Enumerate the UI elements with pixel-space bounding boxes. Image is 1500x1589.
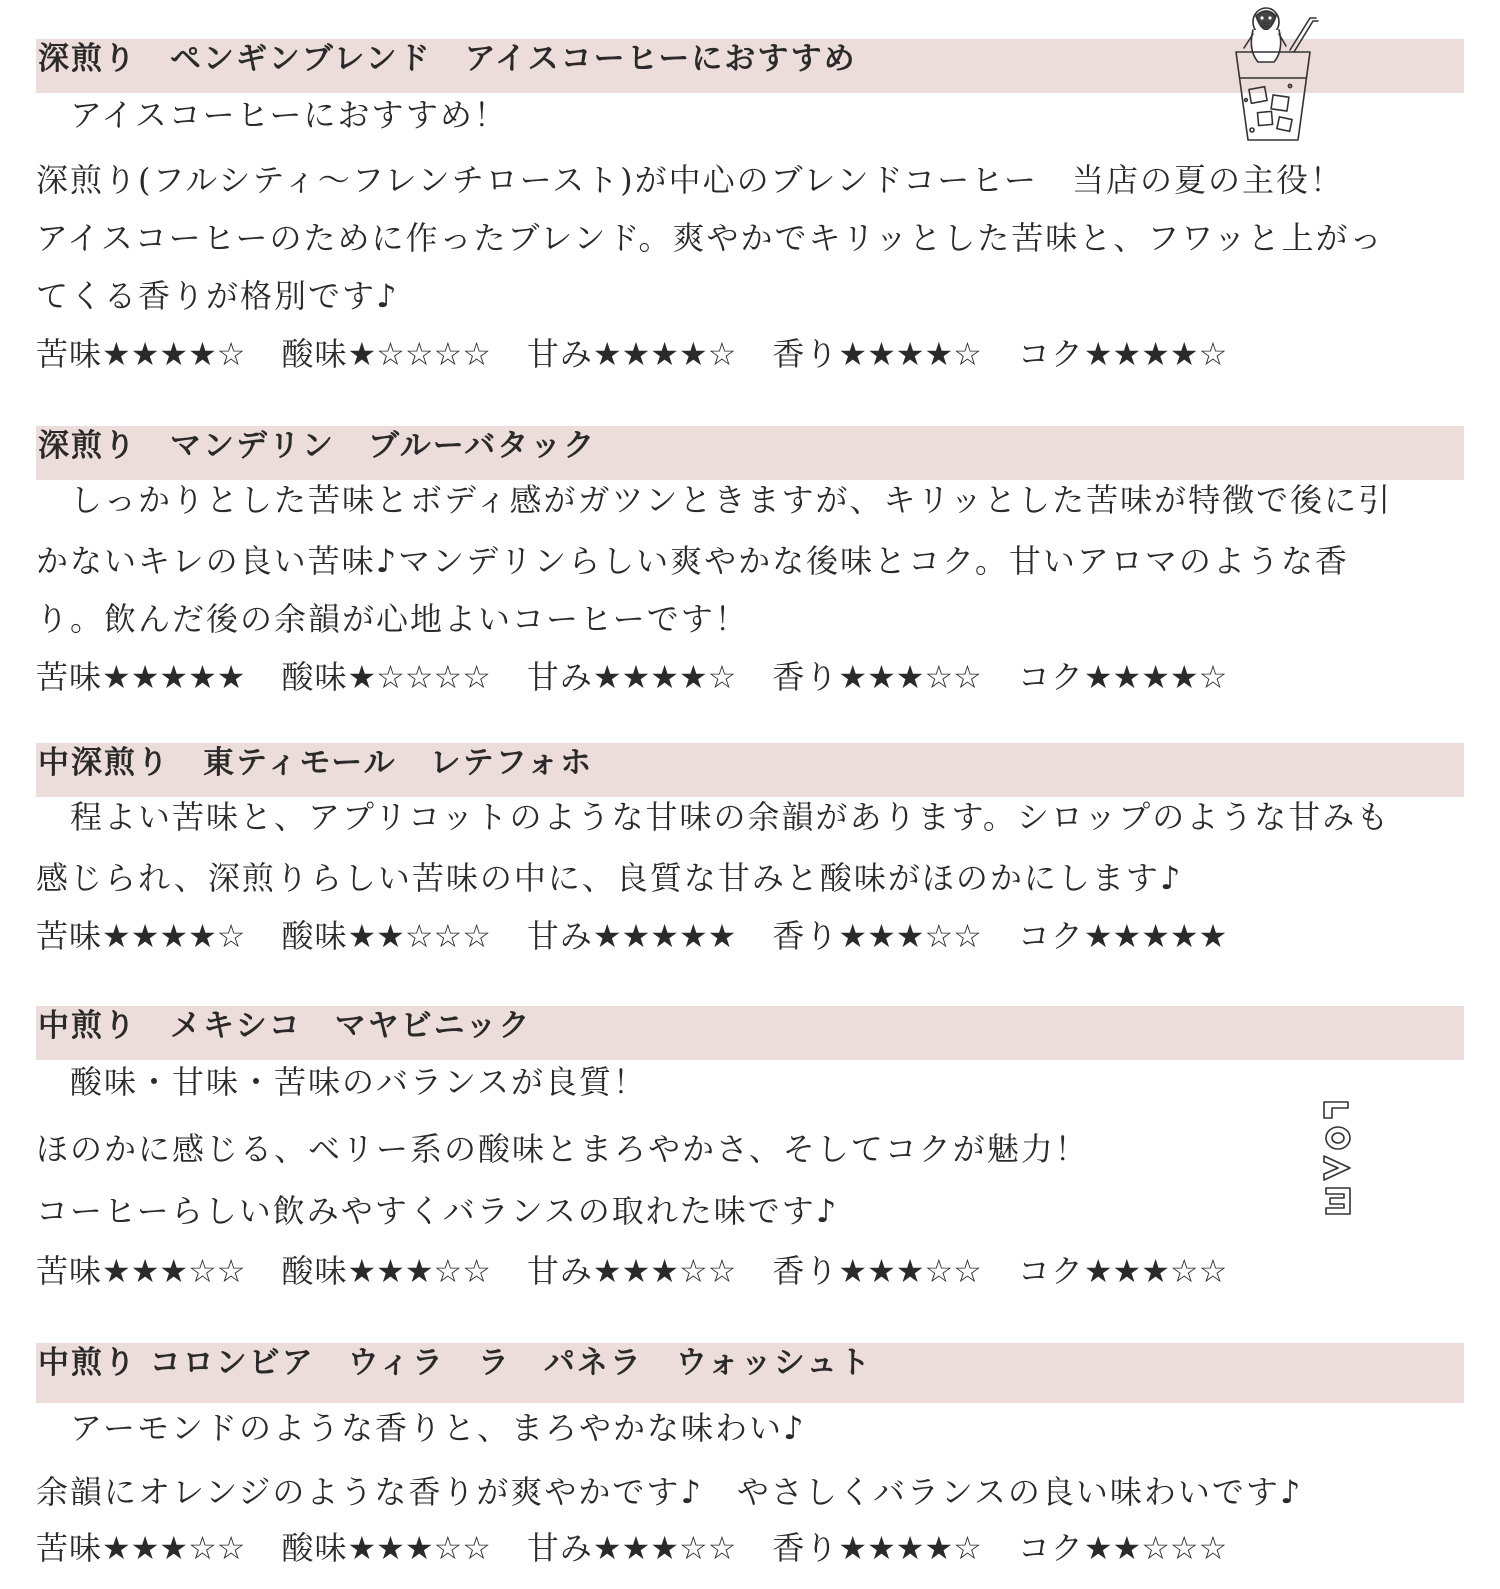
love-doodle-icon bbox=[1318, 1098, 1358, 1218]
description-line: ほのかに感じる、ベリー系の酸味とまろやかさ、そしてコクが魅力！ bbox=[36, 1130, 1089, 1168]
rating-aroma: 香り★★★★☆ bbox=[772, 335, 982, 373]
section-description bbox=[36, 797, 1464, 907]
star-rating: ★★☆☆☆ bbox=[347, 917, 491, 955]
description-line: 酸味・甘味・苦味のバランスが良質！ bbox=[36, 1063, 648, 1101]
star-rating: ★★★☆☆ bbox=[592, 1529, 737, 1567]
coffee-section-colombia bbox=[36, 1343, 1464, 1573]
rating-bitterness: 苦味★★★★☆ bbox=[36, 335, 246, 373]
star-rating: ★★★☆☆ bbox=[592, 1252, 737, 1290]
rating-bitterness: 苦味★★★★★ bbox=[36, 658, 246, 696]
star-rating: ★★★★☆ bbox=[1083, 335, 1228, 373]
star-rating: ★★★☆☆ bbox=[102, 1252, 246, 1290]
rating-body: コク★★★★☆ bbox=[1017, 335, 1228, 373]
description-line: かないキレの良い苦味♪マンデリンらしい爽やかな後味とコク。甘いアロマのような香 bbox=[36, 542, 1349, 580]
description-line: アーモンドのような香りと、まろやかな味わい♪ bbox=[36, 1409, 806, 1447]
taste-ratings bbox=[36, 907, 1464, 965]
rating-acidity: 酸味★★★☆☆ bbox=[281, 1252, 491, 1290]
star-rating: ★★★☆☆ bbox=[347, 1529, 491, 1567]
star-rating: ★★★★☆ bbox=[592, 335, 737, 373]
rating-sweetness: 甘み★★★☆☆ bbox=[526, 1252, 737, 1290]
description-line: コーヒーらしい飲みやすくバランスの取れた味です♪ bbox=[36, 1192, 839, 1230]
section-title-bar bbox=[36, 1006, 1464, 1060]
rating-acidity: 酸味★☆☆☆☆ bbox=[281, 335, 491, 373]
section-description bbox=[36, 1403, 1464, 1523]
star-rating: ★★★★☆ bbox=[838, 335, 982, 373]
rating-bitterness: 苦味★★★☆☆ bbox=[36, 1252, 246, 1290]
rating-body: コク★★★★★ bbox=[1017, 917, 1228, 955]
penguin-iced-coffee-icon bbox=[1228, 0, 1338, 150]
section-title-bar bbox=[36, 426, 1464, 480]
star-rating: ★★★☆☆ bbox=[102, 1529, 246, 1567]
description-line: てくる香りが格別です♪ bbox=[36, 277, 399, 315]
rating-aroma: 香り★★★☆☆ bbox=[772, 658, 982, 696]
star-rating: ★★★★☆ bbox=[838, 1529, 982, 1567]
rating-body: コク★★★☆☆ bbox=[1017, 1252, 1228, 1290]
description-line: しっかりとした苦味とボディ感がガツンときますが、キリッとした苦味が特徴で後に引 bbox=[36, 481, 1393, 519]
section-description bbox=[36, 480, 1464, 648]
description-line: 余韻にオレンジのような香りが爽やかです♪ やさしくバランスの良い味わいです♪ bbox=[36, 1473, 1303, 1511]
star-rating: ★★★☆☆ bbox=[838, 917, 982, 955]
rating-bitterness: 苦味★★★★☆ bbox=[36, 917, 246, 955]
star-rating: ★★★☆☆ bbox=[838, 1252, 982, 1290]
star-rating: ★★★☆☆ bbox=[347, 1252, 491, 1290]
rating-sweetness: 甘み★★★★☆ bbox=[526, 658, 737, 696]
rating-body: コク★★★★☆ bbox=[1017, 658, 1228, 696]
star-rating: ★★★☆☆ bbox=[1083, 1252, 1228, 1290]
rating-body: コク★★☆☆☆ bbox=[1017, 1529, 1228, 1567]
star-rating: ★★★★★ bbox=[592, 917, 737, 955]
description-line: 程よい苦味と、アプリコットのような甘味の余韻があります。シロップのような甘みも bbox=[36, 798, 1391, 836]
star-rating: ★★★★☆ bbox=[592, 658, 737, 696]
section-description bbox=[36, 1060, 1464, 1242]
coffee-section-mexico bbox=[36, 1006, 1464, 1300]
rating-aroma: 香り★★★☆☆ bbox=[772, 917, 982, 955]
rating-sweetness: 甘み★★★☆☆ bbox=[526, 1529, 737, 1567]
taste-ratings bbox=[36, 1523, 1464, 1573]
description-line: 感じられ、深煎りらしい苦味の中に、良質な甘みと酸味がほのかにします♪ bbox=[36, 859, 1183, 897]
rating-aroma: 香り★★★★☆ bbox=[772, 1529, 982, 1567]
rating-sweetness: 甘み★★★★☆ bbox=[526, 335, 737, 373]
star-rating: ★★☆☆☆ bbox=[1083, 1529, 1228, 1567]
rating-acidity: 酸味★☆☆☆☆ bbox=[281, 658, 491, 696]
star-rating: ★★★★☆ bbox=[1083, 658, 1228, 696]
section-title-bar bbox=[36, 1343, 1464, 1403]
description-line: アイスコーヒーにおすすめ！ bbox=[36, 96, 508, 134]
coffee-section-east-timor bbox=[36, 743, 1464, 965]
coffee-section-mandheling bbox=[36, 426, 1464, 706]
rating-bitterness: 苦味★★★☆☆ bbox=[36, 1529, 246, 1567]
rating-acidity: 酸味★★★☆☆ bbox=[281, 1529, 491, 1567]
rating-acidity: 酸味★★☆☆☆ bbox=[281, 917, 491, 955]
rating-sweetness: 甘み★★★★★ bbox=[526, 917, 737, 955]
section-title: 中深煎り 東ティモール レテフォホ bbox=[38, 745, 594, 781]
rating-aroma: 香り★★★☆☆ bbox=[772, 1252, 982, 1290]
section-title: 深煎り マンデリン ブルーバタック bbox=[38, 428, 597, 464]
description-line: 深煎り(フルシティ～フレンチロースト)が中心のブレンドコーヒー 当店の夏の主役！ bbox=[36, 161, 1345, 199]
section-title: 深煎り ペンギンブレンド アイスコーヒーにおすすめ bbox=[38, 41, 857, 77]
star-rating: ★☆☆☆☆ bbox=[347, 335, 491, 373]
taste-ratings bbox=[36, 325, 1464, 383]
section-title: 中煎り メキシコ マヤビニック bbox=[38, 1008, 532, 1044]
star-rating: ★★★☆☆ bbox=[838, 658, 982, 696]
star-rating: ★☆☆☆☆ bbox=[347, 658, 491, 696]
star-rating: ★★★★☆ bbox=[102, 917, 246, 955]
taste-ratings bbox=[36, 1242, 1464, 1300]
star-rating: ★★★★★ bbox=[1083, 917, 1228, 955]
taste-ratings bbox=[36, 648, 1464, 706]
star-rating: ★★★★★ bbox=[102, 658, 246, 696]
description-line: り。飲んだ後の余韻が心地よいコーヒーです！ bbox=[36, 600, 749, 638]
description-line: アイスコーヒーのために作ったブレンド。爽やかでキリッとした苦味と、フワッと上がっ bbox=[36, 219, 1384, 257]
section-title: 中煎り コロンビア ウィラ ラ パネラ ウォッシュト bbox=[38, 1345, 873, 1381]
section-title-bar bbox=[36, 743, 1464, 797]
star-rating: ★★★★☆ bbox=[102, 335, 246, 373]
